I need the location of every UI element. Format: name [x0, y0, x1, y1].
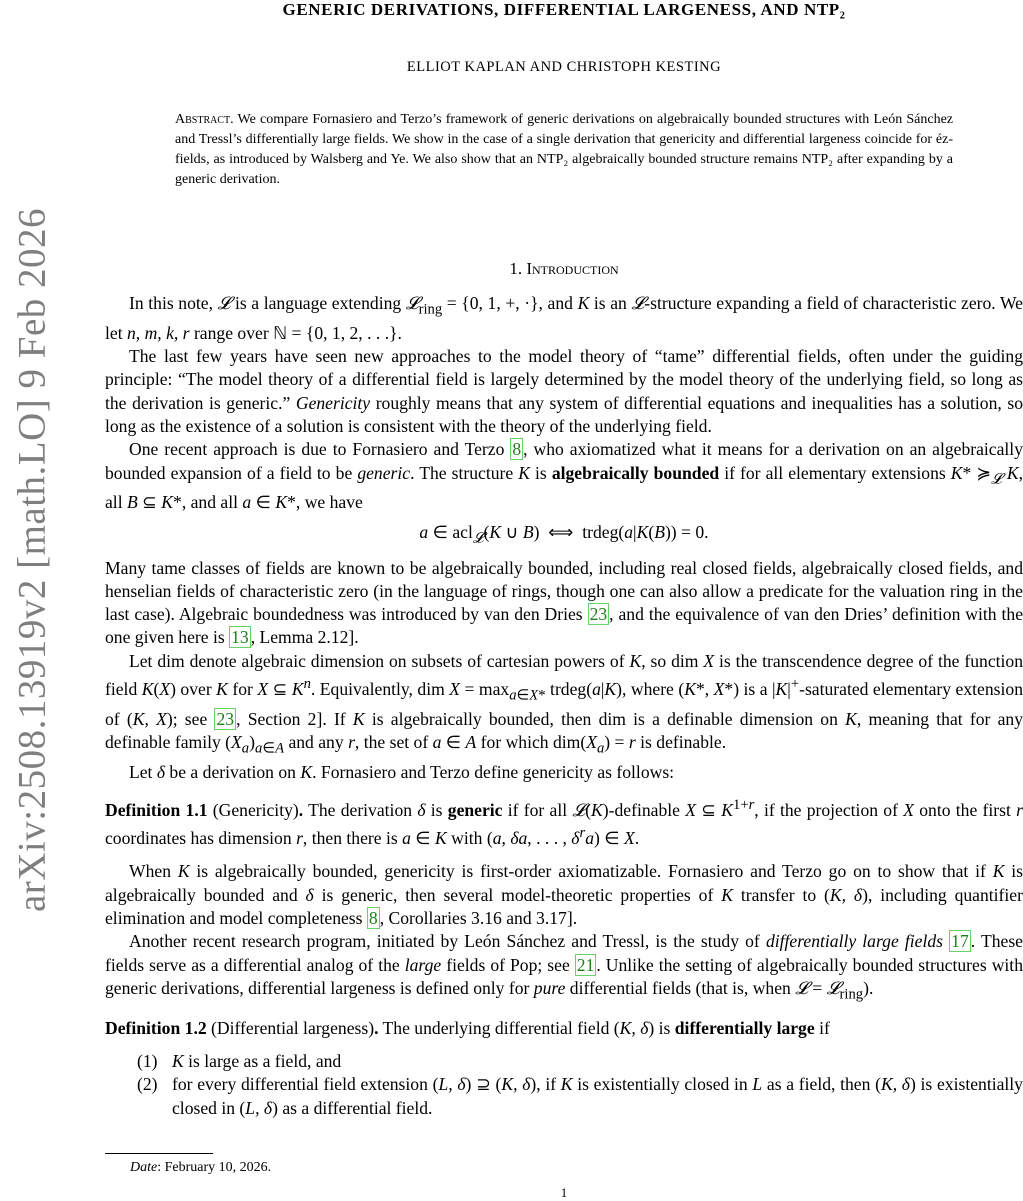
citation-link[interactable]: 8: [512, 439, 522, 460]
paragraph: Another recent research program, initiated by León Sánchez and Tressl, is the study of differentially large fields 17 . These fields serve as a differential analog of the large fields of Pop; see 21 . Unlike the setting of algebraically bounded structures with generic derivations, differential largeness is defined only for pure differential fields (that is, when 𝓛 = 𝓛$_{ring}$).: [105, 931, 1023, 1003]
footnote-text: : February 10, 2026.: [157, 1160, 272, 1175]
footnote-label: Date: [130, 1160, 158, 1175]
footnote: [130, 1160, 271, 1176]
abstract-text: We compare Fornasiero and Terzo’s framework of generic derivations on algebraically bounded structures with León Sánchez and Tressl’s differentially large fields. We show in the case of a single derivation that genericity and differential largeness coincide for éz-fields, as introduced by Walsberg and Ye. We also show that an NTP₂ algebraically bounded structure remains NTP₂ after expanding by a generic derivation.: [175, 112, 954, 187]
citation-link[interactable]: 21: [576, 954, 595, 975]
definition-list: [105, 1050, 1023, 1120]
page-number: 1: [560, 1185, 568, 1200]
citation-link[interactable]: 23: [216, 708, 235, 729]
definition-1-1: Definition 1.1 (Genericity). The derivation δ is generic if for all 𝓛(K)-definable X ⊆ $K^{1+r}$, if the projection of X onto the first r coordinates has dimension r, then there is a ∈ K with (a, δa, . . . , $\delta^ra$) ∈ X.: [105, 797, 1023, 849]
list-item: (2) for every differential field extension (L, δ) ⊇ (K, δ), if K is existentially closed in L as a field, then (K, δ) is existentially closed in (L, δ) as a differential field.: [137, 1074, 1023, 1118]
body-text: [105, 292, 1023, 1120]
arxiv-sidebar-stamp: [0, 0, 60, 1200]
section-title: Introduction: [526, 259, 619, 278]
section-number: 1.: [509, 259, 523, 278]
paper-authors: ELLIOT KAPLAN AND CHRISTOPH KESTING: [406, 59, 722, 75]
paragraph: Let δ be a derivation on K. Fornasiero and Terzo define genericity as follows:: [129, 761, 675, 782]
paragraph: Many tame classes of fields are known to be algebraically bounded, including real closed fields, algebraically closed fields, and henselian fields of characteristic zero (in the language of rings, though one can also allow a predicate for the valuation ring in the last case). Algebraic boundedness was introduced by van den Dries 23 , and the equivalence of van den Dries’ definition with the one given here is 13 , Lemma 2.12].: [105, 557, 1023, 648]
definition-1-2: Definition 1.2 (Differential largeness). The underlying differential field (K, δ) is differentially large if: [105, 1017, 830, 1038]
citation-link[interactable]: 8: [368, 907, 378, 928]
citation-link[interactable]: 23: [589, 604, 608, 625]
arxiv-identifier: arXiv:2508.13919v2 [math.LO] 9 Feb 2026: [10, 207, 54, 913]
citation-link[interactable]: 17: [951, 931, 969, 952]
display-equation: a ∈ acl$_𝓛$(K ∪ B) ⟺ trdeg(a|K(B)) = 0.: [419, 521, 709, 547]
list-item: (1) K is large as a field, and: [137, 1050, 342, 1071]
abstract: [175, 110, 953, 190]
paragraph: One recent approach is due to Fornasiero and Terzo 8 , who axiomatized what it means for a derivation on an algebraically bounded expansion of a field to be generic. The structure K is algebraically bounded if for all elementary extensions K* $≽_𝓛$ K, all B ⊆ K*, and all a ∈ K*, we have: [105, 439, 1023, 513]
footnote-rule: [105, 1153, 213, 1154]
paragraph: The last few years have seen new approaches to the model theory of “tame” differential fields, often under the guiding principle: “The model theory of a differential field is largely determined by the model theory of the underlying field, so long as the derivation is generic.” Genericity roughly means that any system of differential equations and inequalities has a solution, so long as the existence of a solution is consistent with the theory of the underlying field.: [105, 346, 1023, 436]
paper-title: GENERIC DERIVATIONS, DIFFERENTIAL LARGENESS, AND NTP₂: [282, 0, 846, 19]
paragraph: In this note, 𝓛 is a language extending 𝓛$_{ring}$ = {0, 1, +, ·}, and K is an 𝓛-structure expanding a field of characteristic zero. We let n, m, k, r range over ℕ = {0, 1, 2, . . .}.: [105, 293, 1023, 343]
paragraph: When K is algebraically bounded, genericity is first-order axiomatizable. Fornasiero and Terzo go on to show that if K is algebraically bounded and δ is generic, then several model-theoretic properties of K transfer to (K, δ), including quantifier elimination and model completeness 8 , Corollaries 3.16 and 3.17].: [105, 861, 1023, 928]
abstract-label: Abstract.: [175, 112, 234, 127]
citation-link[interactable]: 13: [231, 627, 249, 648]
paragraph: Let dim denote algebraic dimension on subsets of cartesian powers of K, so dim X is the transcendence degree of the function field K(X) over K for X ⊆ $K^n$. Equivalently, dim $X = \max_{a\in X*}$ trdeg(a|K), where (K*, X*) is a |K|+-saturated elementary extension of (K, X); see 23 , Section 2]. If K is algebraically bounded, then dim is a definable dimension on K, meaning that for any definable family $(X_a)_{a\in A}$ and any r, the set of a ∈ A for which $dim(X_a) = r$ is definable.: [105, 650, 1023, 757]
section-heading: [105, 259, 1023, 279]
